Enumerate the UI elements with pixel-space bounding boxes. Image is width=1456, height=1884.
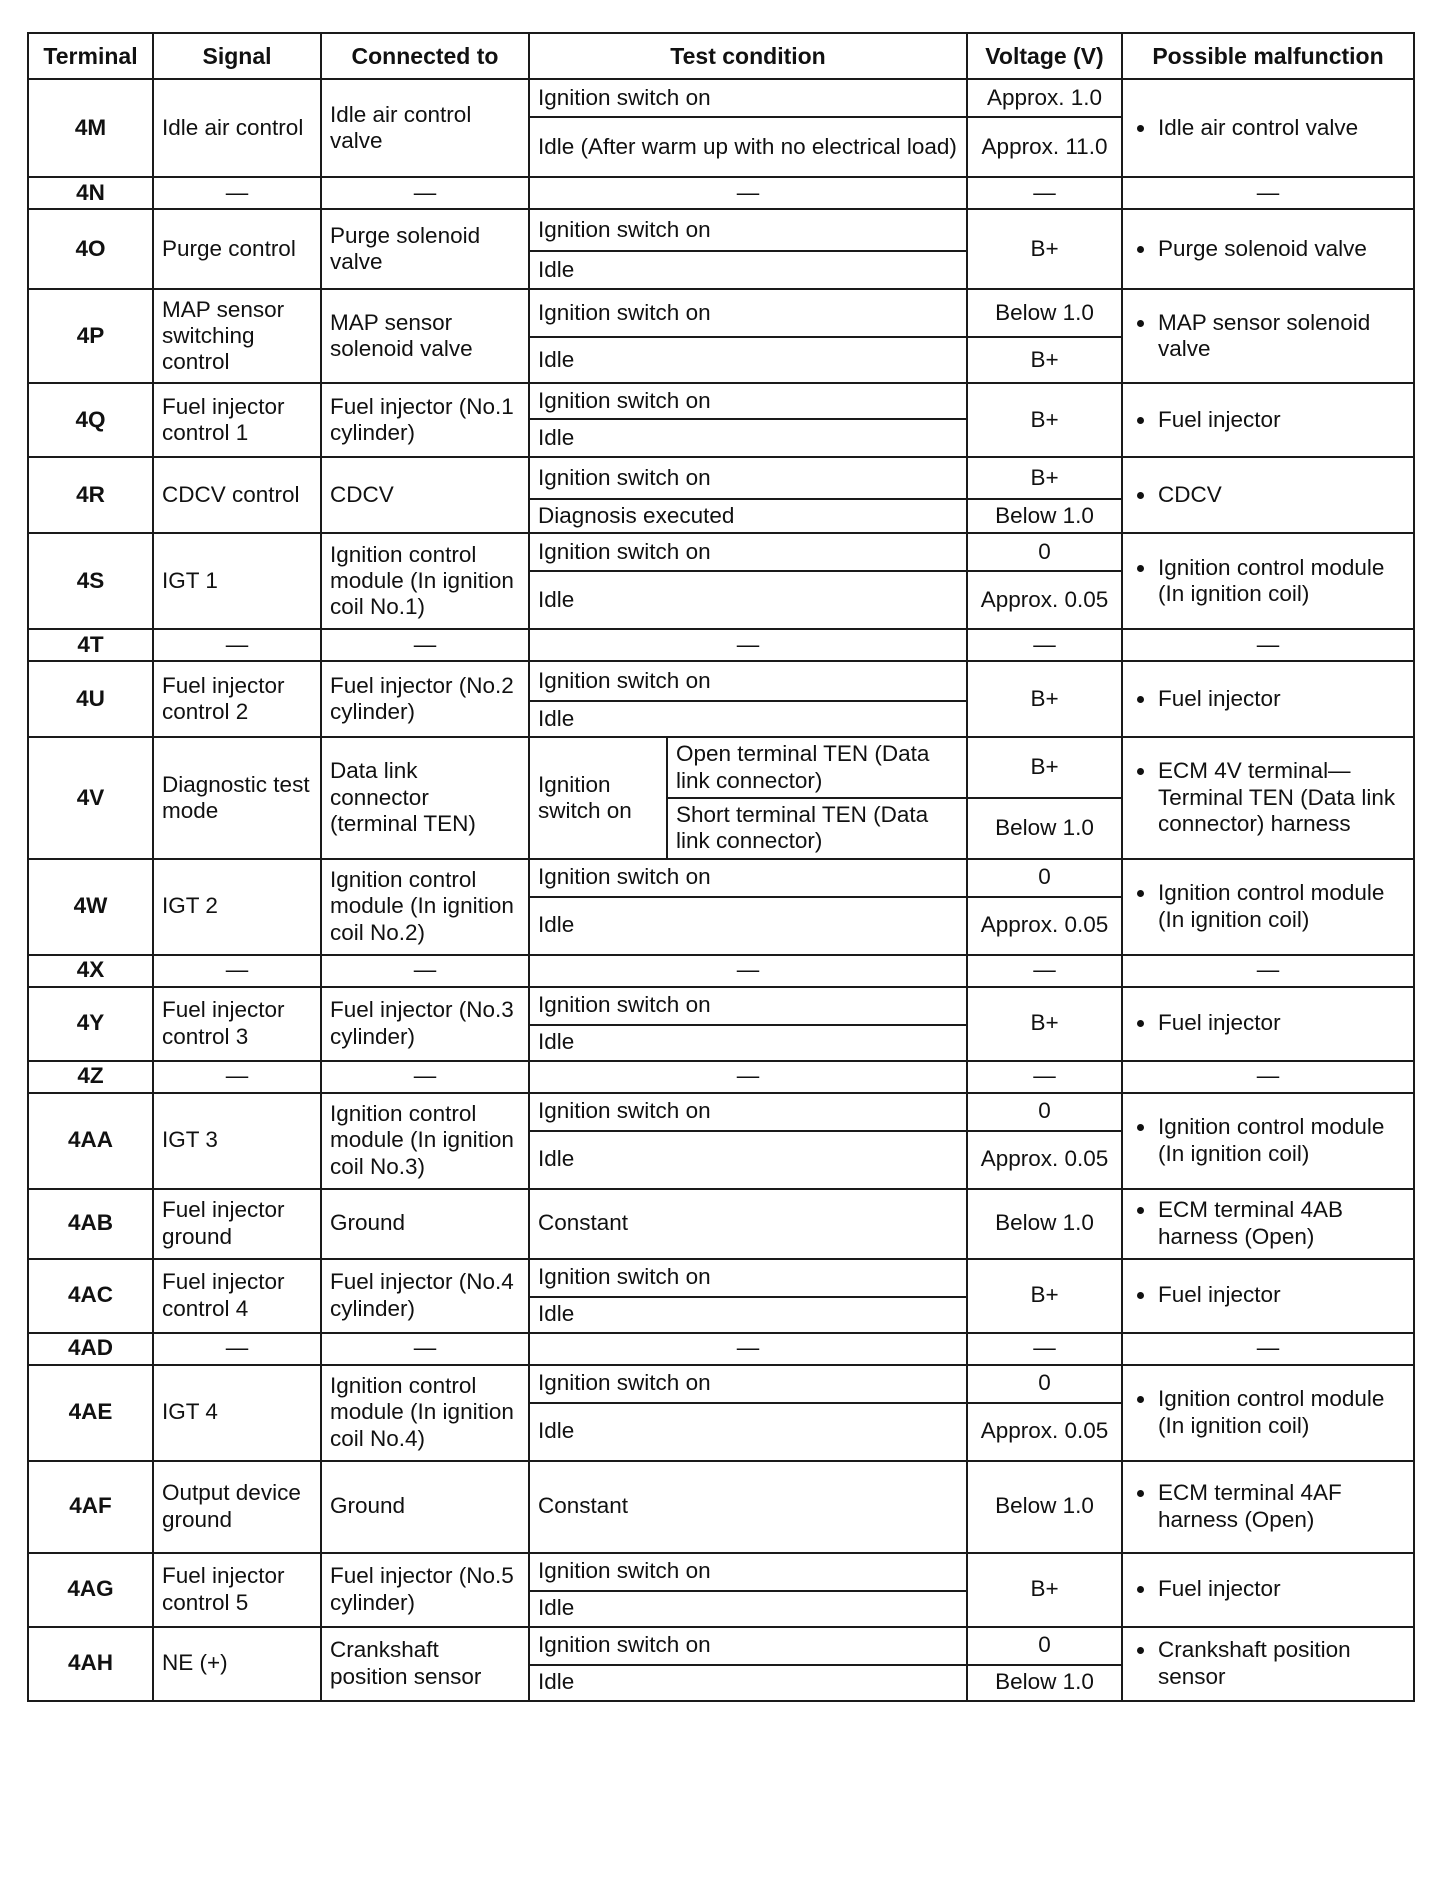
terminal-voltage-table <box>27 32 1415 1702</box>
connected-cell: Ignition control module (In ignition coil No.1) <box>321 533 529 629</box>
dash-cell: — <box>153 177 321 209</box>
malfunction-text: Fuel injector <box>1158 1010 1281 1036</box>
malfunction-text: ECM terminal 4AF harness (Open) <box>1158 1480 1342 1532</box>
voltage-cell: Below 1.0 <box>967 499 1122 533</box>
malfunction-cell <box>1122 289 1414 383</box>
test-condition-cell: Ignition switch on <box>529 289 967 337</box>
table-row <box>28 177 1414 209</box>
test-condition-cell: Idle <box>529 1297 967 1333</box>
voltage-cell: B+ <box>967 457 1122 499</box>
test-condition-cell: Ignition switch on <box>529 1259 967 1297</box>
terminal-cell: 4N <box>28 177 153 209</box>
test-condition-cell: Idle <box>529 1591 967 1627</box>
connected-cell: Fuel injector (No.4 cylinder) <box>321 1259 529 1333</box>
header-terminal: Terminal <box>28 33 153 79</box>
voltage-cell: 0 <box>967 859 1122 897</box>
test-condition-cell: Idle <box>529 1665 967 1701</box>
voltage-cell: B+ <box>967 661 1122 737</box>
header-signal: Signal <box>153 33 321 79</box>
table-row <box>28 533 1414 571</box>
malfunction-text: Idle air control valve <box>1158 114 1359 140</box>
malfunction-cell <box>1122 1259 1414 1333</box>
voltage-cell: Below 1.0 <box>967 1665 1122 1701</box>
dash-cell: — <box>153 629 321 661</box>
dash-cell: — <box>529 629 967 661</box>
bullet-icon <box>1137 320 1144 327</box>
connected-cell: Idle air control valve <box>321 79 529 177</box>
voltage-cell: 0 <box>967 1365 1122 1403</box>
dash-cell: — <box>1122 955 1414 987</box>
signal-cell: IGT 3 <box>153 1093 321 1189</box>
connected-cell: Ground <box>321 1189 529 1259</box>
connected-cell: Fuel injector (No.3 cylinder) <box>321 987 529 1061</box>
dash-cell: — <box>1122 629 1414 661</box>
voltage-cell: B+ <box>967 1259 1122 1333</box>
voltage-cell: Approx. 0.05 <box>967 571 1122 629</box>
terminal-cell: 4AE <box>28 1365 153 1461</box>
dash-cell: — <box>153 955 321 987</box>
test-condition-cell: Ignition switch on <box>529 457 967 499</box>
malfunction-cell <box>1122 457 1414 533</box>
connected-cell: Purge solenoid valve <box>321 209 529 289</box>
signal-cell: IGT 1 <box>153 533 321 629</box>
table-row <box>28 987 1414 1025</box>
connected-cell: Ground <box>321 1461 529 1553</box>
malfunction-cell <box>1122 737 1414 858</box>
malfunction-cell <box>1122 383 1414 457</box>
signal-cell: CDCV control <box>153 457 321 533</box>
connected-cell: MAP sensor solenoid valve <box>321 289 529 383</box>
bullet-icon <box>1137 246 1144 253</box>
test-condition-cell: Short terminal TEN (Data link connector) <box>667 798 967 859</box>
header-malfunction: Possible malfunction <box>1122 33 1414 79</box>
bullet-icon <box>1137 1396 1144 1403</box>
terminal-cell: 4W <box>28 859 153 955</box>
malfunction-text: Fuel injector <box>1158 406 1281 432</box>
terminal-cell: 4T <box>28 629 153 661</box>
test-condition-cell: Constant <box>529 1461 967 1553</box>
malfunction-text: Ignition control module (In ignition coil) <box>1158 1386 1385 1438</box>
dash-cell: — <box>1122 1333 1414 1365</box>
bullet-icon <box>1137 565 1144 572</box>
malfunction-text: Purge solenoid valve <box>1158 235 1367 261</box>
table-row <box>28 209 1414 251</box>
bullet-icon <box>1137 890 1144 897</box>
voltage-cell: B+ <box>967 209 1122 289</box>
malfunction-text: CDCV <box>1158 482 1222 507</box>
dash-cell: — <box>967 629 1122 661</box>
connected-cell: Ignition control module (In ignition coil No.3) <box>321 1093 529 1189</box>
malfunction-cell <box>1122 1189 1414 1259</box>
voltage-cell: 0 <box>967 533 1122 571</box>
malfunction-text: ECM terminal 4AB harness (Open) <box>1158 1197 1344 1249</box>
malfunction-text: Fuel injector <box>1158 686 1281 712</box>
terminal-cell: 4Q <box>28 383 153 457</box>
table-row <box>28 1189 1414 1259</box>
bullet-icon <box>1137 1586 1144 1593</box>
voltage-cell: Below 1.0 <box>967 1189 1122 1259</box>
malfunction-cell <box>1122 79 1414 177</box>
test-condition-cell: Constant <box>529 1189 967 1259</box>
test-condition-cell: Ignition switch on <box>529 1553 967 1591</box>
terminal-cell: 4Y <box>28 987 153 1061</box>
bullet-icon <box>1137 417 1144 424</box>
test-condition-cell: Idle <box>529 571 967 629</box>
table-row <box>28 79 1414 117</box>
terminal-cell: 4AC <box>28 1259 153 1333</box>
voltage-cell: Below 1.0 <box>967 1461 1122 1553</box>
table-row <box>28 661 1414 701</box>
table-row <box>28 1461 1414 1553</box>
table-row <box>28 1333 1414 1365</box>
connected-cell: Crankshaft position sensor <box>321 1627 529 1701</box>
table-row <box>28 737 1414 798</box>
terminal-cell: 4Z <box>28 1061 153 1093</box>
connected-cell: Fuel injector (No.5 cylinder) <box>321 1553 529 1627</box>
malfunction-text: Fuel injector <box>1158 1576 1281 1602</box>
dash-cell: — <box>529 1061 967 1093</box>
voltage-cell: Approx. 0.05 <box>967 1131 1122 1189</box>
signal-cell: Fuel injector control 4 <box>153 1259 321 1333</box>
voltage-cell: B+ <box>967 337 1122 383</box>
dash-cell: — <box>153 1333 321 1365</box>
malfunction-cell <box>1122 1461 1414 1553</box>
test-condition-cell: Ignition switch on <box>529 1365 967 1403</box>
test-condition-cell: Idle <box>529 337 967 383</box>
voltage-cell: B+ <box>967 737 1122 798</box>
header-voltage: Voltage (V) <box>967 33 1122 79</box>
test-condition-cell: Ignition switch on <box>529 859 967 897</box>
dash-cell: — <box>321 955 529 987</box>
terminal-cell: 4AG <box>28 1553 153 1627</box>
malfunction-cell <box>1122 987 1414 1061</box>
terminal-cell: 4X <box>28 955 153 987</box>
voltage-cell: Below 1.0 <box>967 289 1122 337</box>
terminal-cell: 4O <box>28 209 153 289</box>
test-condition-cell: Idle (After warm up with no electrical load) <box>529 117 967 177</box>
voltage-cell: B+ <box>967 1553 1122 1627</box>
malfunction-cell <box>1122 661 1414 737</box>
bullet-icon <box>1137 1647 1144 1654</box>
signal-cell: Idle air control <box>153 79 321 177</box>
table-row <box>28 629 1414 661</box>
table-row <box>28 1553 1414 1591</box>
test-condition-cell: Idle <box>529 1025 967 1061</box>
terminal-cell: 4U <box>28 661 153 737</box>
bullet-icon <box>1137 696 1144 703</box>
dash-cell: — <box>967 1333 1122 1365</box>
bullet-icon <box>1137 1020 1144 1027</box>
malfunction-text: ECM 4V terminal—Terminal TEN (Data link connector) harness <box>1158 758 1396 837</box>
voltage-cell: Below 1.0 <box>967 798 1122 859</box>
terminal-cell: 4P <box>28 289 153 383</box>
signal-cell: IGT 4 <box>153 1365 321 1461</box>
dash-cell: — <box>967 1061 1122 1093</box>
connected-cell: Ignition control module (In ignition coil No.2) <box>321 859 529 955</box>
dash-cell: — <box>153 1061 321 1093</box>
table-row <box>28 1365 1414 1403</box>
header-row <box>28 33 1414 79</box>
signal-cell: Fuel injector control 3 <box>153 987 321 1061</box>
signal-cell: NE (+) <box>153 1627 321 1701</box>
terminal-cell: 4AD <box>28 1333 153 1365</box>
malfunction-cell <box>1122 859 1414 955</box>
terminal-cell: 4AF <box>28 1461 153 1553</box>
header-test-condition: Test condition <box>529 33 967 79</box>
malfunction-cell <box>1122 1553 1414 1627</box>
voltage-cell: 0 <box>967 1627 1122 1665</box>
test-condition-cell: Idle <box>529 701 967 737</box>
voltage-cell: Approx. 11.0 <box>967 117 1122 177</box>
connected-cell: Ignition control module (In ignition coil No.4) <box>321 1365 529 1461</box>
bullet-icon <box>1137 125 1144 132</box>
malfunction-text: Crankshaft position sensor <box>1158 1637 1351 1689</box>
terminal-cell: 4AB <box>28 1189 153 1259</box>
terminal-cell: 4S <box>28 533 153 629</box>
terminal-voltage-sheet <box>27 32 1413 1868</box>
terminal-cell: 4R <box>28 457 153 533</box>
signal-cell: Fuel injector ground <box>153 1189 321 1259</box>
malfunction-cell <box>1122 1627 1414 1701</box>
dash-cell: — <box>529 177 967 209</box>
test-condition-cell: Ignition switch on <box>529 79 967 117</box>
test-condition-cell: Ignition switch on <box>529 1627 967 1665</box>
test-condition-cell: Diagnosis executed <box>529 499 967 533</box>
malfunction-cell <box>1122 1365 1414 1461</box>
connected-cell: CDCV <box>321 457 529 533</box>
bullet-icon <box>1137 1124 1144 1131</box>
malfunction-text: MAP sensor solenoid valve <box>1158 309 1371 361</box>
test-condition-cell: Open terminal TEN (Data link connector) <box>667 737 967 798</box>
bullet-icon <box>1137 1490 1144 1497</box>
bullet-icon <box>1137 768 1144 775</box>
malfunction-cell <box>1122 209 1414 289</box>
table-row <box>28 457 1414 499</box>
table-row <box>28 859 1414 897</box>
test-condition-cell: Idle <box>529 1131 967 1189</box>
test-condition-cell: Ignition switch on <box>529 661 967 701</box>
test-condition-cell: Ignition switch on <box>529 987 967 1025</box>
dash-cell: — <box>321 1333 529 1365</box>
bullet-icon <box>1137 1292 1144 1299</box>
terminal-cell: 4AH <box>28 1627 153 1701</box>
dash-cell: — <box>1122 177 1414 209</box>
voltage-cell: Approx. 1.0 <box>967 79 1122 117</box>
malfunction-text: Ignition control module (In ignition coil) <box>1158 555 1385 607</box>
voltage-cell: B+ <box>967 987 1122 1061</box>
voltage-cell: Approx. 0.05 <box>967 897 1122 955</box>
dash-cell: — <box>967 177 1122 209</box>
malfunction-text: Fuel injector <box>1158 1282 1281 1308</box>
connected-cell: Fuel injector (No.2 cylinder) <box>321 661 529 737</box>
test-condition-cell: Ignition switch on <box>529 533 967 571</box>
signal-cell: Diagnostic test mode <box>153 737 321 858</box>
signal-cell: Fuel injector control 1 <box>153 383 321 457</box>
malfunction-cell <box>1122 533 1414 629</box>
signal-cell: Purge control <box>153 209 321 289</box>
malfunction-text: Ignition control module (In ignition coil) <box>1158 1114 1385 1166</box>
malfunction-cell <box>1122 1093 1414 1189</box>
dash-cell: — <box>529 1333 967 1365</box>
voltage-cell: Approx. 0.05 <box>967 1403 1122 1461</box>
malfunction-text: Ignition control module (In ignition coil) <box>1158 880 1385 932</box>
voltage-cell: 0 <box>967 1093 1122 1131</box>
dash-cell: — <box>1122 1061 1414 1093</box>
connected-cell: Data link connector (terminal TEN) <box>321 737 529 858</box>
dash-cell: — <box>529 955 967 987</box>
signal-cell: MAP sensor switching control <box>153 289 321 383</box>
terminal-cell: 4M <box>28 79 153 177</box>
signal-cell: IGT 2 <box>153 859 321 955</box>
table-row <box>28 1259 1414 1297</box>
test-condition-cell: Idle <box>529 1403 967 1461</box>
test-condition-cell: Idle <box>529 897 967 955</box>
table-row <box>28 955 1414 987</box>
table-row <box>28 1061 1414 1093</box>
table-row <box>28 1093 1414 1131</box>
bullet-icon <box>1137 492 1144 499</box>
test-condition-cell: Ignition switch on <box>529 1093 967 1131</box>
terminal-cell: 4AA <box>28 1093 153 1189</box>
terminal-cell: 4V <box>28 737 153 858</box>
test-condition-cell: Ignition switch on <box>529 383 967 419</box>
signal-cell: Fuel injector control 2 <box>153 661 321 737</box>
table-row <box>28 383 1414 419</box>
test-condition-cell: Ignition switch on <box>529 209 967 251</box>
test-group-cell: Ignition switch on <box>529 737 667 858</box>
dash-cell: — <box>321 629 529 661</box>
table-row <box>28 289 1414 337</box>
test-condition-cell: Idle <box>529 419 967 457</box>
dash-cell: — <box>321 177 529 209</box>
voltage-cell: B+ <box>967 383 1122 457</box>
table-row <box>28 1627 1414 1665</box>
bullet-icon <box>1137 1207 1144 1214</box>
header-connected-to: Connected to <box>321 33 529 79</box>
dash-cell: — <box>321 1061 529 1093</box>
dash-cell: — <box>967 955 1122 987</box>
connected-cell: Fuel injector (No.1 cylinder) <box>321 383 529 457</box>
signal-cell: Output device ground <box>153 1461 321 1553</box>
signal-cell: Fuel injector control 5 <box>153 1553 321 1627</box>
test-condition-cell: Idle <box>529 251 967 289</box>
